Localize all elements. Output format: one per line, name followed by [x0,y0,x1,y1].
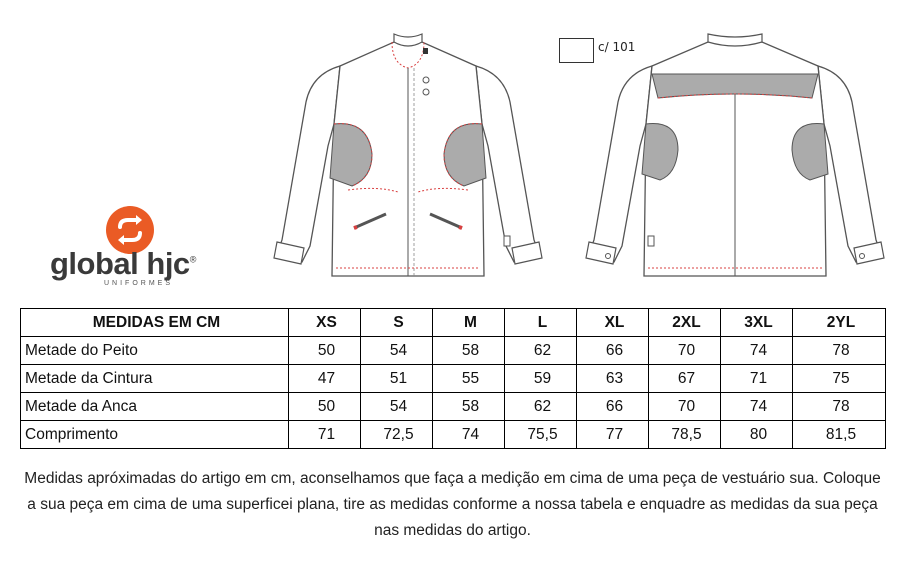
table-cell: 80 [721,421,793,449]
size-header: 2YL [793,309,886,337]
size-header: XS [289,309,361,337]
table-cell: 78 [793,337,886,365]
brand-name: global hjc [50,246,190,281]
table-cell: 66 [577,393,649,421]
table-cell: 70 [649,393,721,421]
jacket-back-illustration [580,28,890,286]
table-cell: 67 [649,365,721,393]
table-cell: 50 [289,337,361,365]
size-table [20,308,886,449]
size-header: 2XL [649,309,721,337]
brand-logo [44,200,234,300]
color-swatch-label: c/ 101 [598,40,636,54]
table-cell: 55 [433,365,505,393]
size-header: M [433,309,505,337]
measurement-note: Medidas apróximadas do artigo em cm, aconselhamos que faça a medição em cima de uma peça de vestuário sua. Coloque a sua peça em cima de uma superficei plana, tire as medidas conforme a nossa tabela e enquadre as medidas da sua peça nas medidas do artigo. [24,470,881,539]
table-cell: 63 [577,365,649,393]
row-label: Comprimento [21,421,289,449]
table-cell: 72,5 [361,421,433,449]
table-cell: 62 [505,337,577,365]
table-cell: 74 [721,337,793,365]
table-cell: 47 [289,365,361,393]
registered-mark: ® [189,254,196,265]
size-header: 3XL [721,309,793,337]
table-row [21,393,886,421]
table-cell: 70 [649,337,721,365]
table-cell: 58 [433,393,505,421]
table-cell: 78 [793,393,886,421]
size-header: XL [577,309,649,337]
table-cell: 66 [577,337,649,365]
table-cell: 81,5 [793,421,886,449]
table-cell: 50 [289,393,361,421]
table-cell: 71 [721,365,793,393]
table-cell: 59 [505,365,577,393]
table-cell: 62 [505,393,577,421]
table-row [21,421,886,449]
table-header-row [21,309,886,337]
header-measures-label: MEDIDAS EM CM [21,309,289,337]
row-label: Metade do Peito [21,337,289,365]
table-row [21,365,886,393]
table-cell: 71 [289,421,361,449]
table-cell: 75,5 [505,421,577,449]
table-cell: 54 [361,337,433,365]
table-cell: 51 [361,365,433,393]
row-label: Metade da Cintura [21,365,289,393]
table-cell: 74 [433,421,505,449]
table-row [21,337,886,365]
size-header: L [505,309,577,337]
table-cell: 58 [433,337,505,365]
table-cell: 75 [793,365,886,393]
table-cell: 54 [361,393,433,421]
jacket-front-illustration [268,28,548,286]
table-cell: 74 [721,393,793,421]
brand-tagline: UNIFORMES [104,280,173,287]
row-label: Metade da Anca [21,393,289,421]
size-header: S [361,309,433,337]
table-cell: 78,5 [649,421,721,449]
table-cell: 77 [577,421,649,449]
